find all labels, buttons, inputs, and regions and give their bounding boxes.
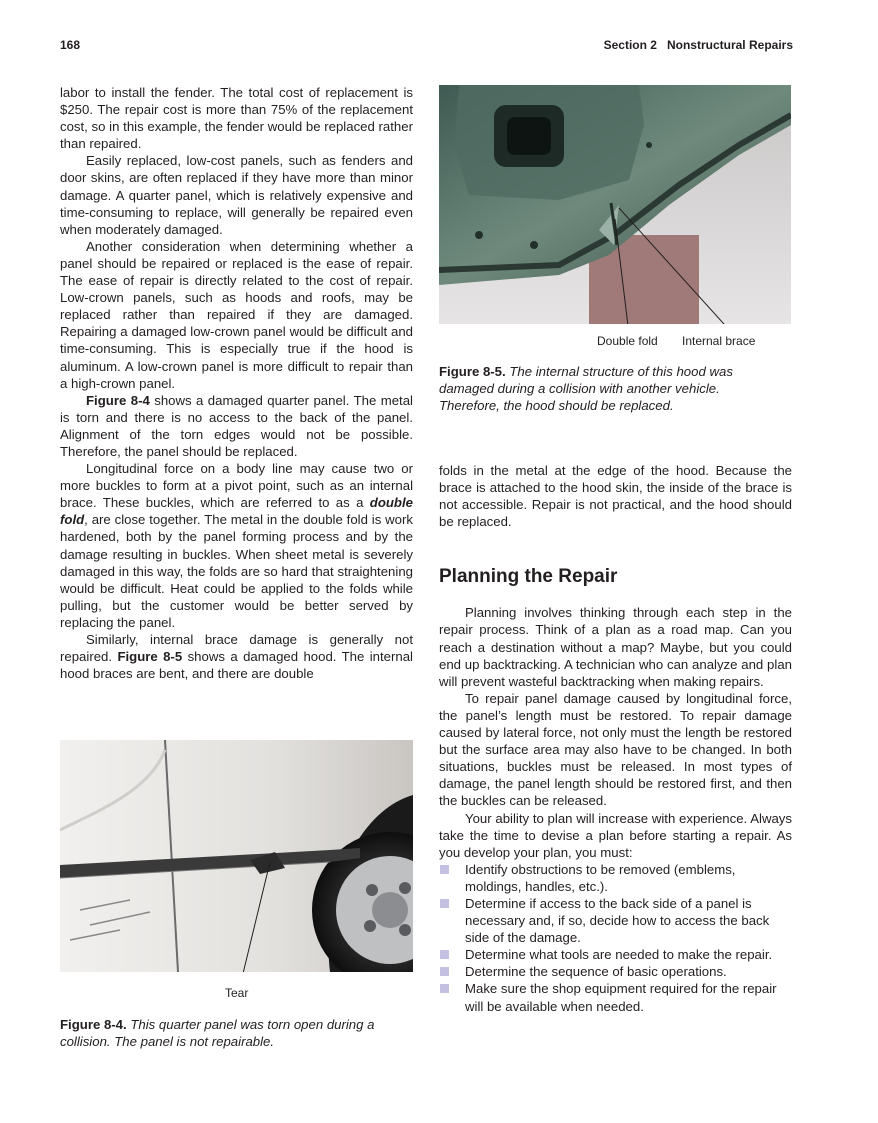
list-item-text: Determine if access to the back side of a panel is necessary and, if so, decide how to access the back side of the damage.: [465, 895, 770, 946]
list-item-text: Identify obstructions to be removed (emblems, moldings, handles, etc.).: [465, 861, 736, 894]
running-header: [60, 38, 793, 54]
figure-reference: Figure 8-4: [86, 392, 150, 408]
caption-text: This quarter panel was torn open during a collision. The panel is not repairable.: [60, 1017, 375, 1050]
paragraph: [60, 631, 413, 682]
figure-caption: [439, 363, 779, 414]
caption-text: The internal structure of this hood was damaged during a collision with another vehicle. Therefore, the hood should be replaced.: [439, 364, 733, 414]
callout-tear: Tear: [225, 986, 249, 1000]
list-item: [439, 895, 792, 946]
bullet-square-icon: [440, 950, 449, 959]
hood-illustration: [439, 85, 791, 324]
paragraph: folds in the metal at the edge of the hood. Because the brace is attached to the hood skin, the inside of the brace is not accessible. Repair is not practical, and the hood should be replaced.: [439, 463, 792, 530]
paragraph: [60, 392, 413, 460]
quarter-panel-illustration: [60, 740, 413, 972]
paragraph-text: shows a damaged hood. The internal hood braces are bent, and there are double: [60, 649, 413, 682]
paragraph: labor to install the fender. The total cost of replacement is $250. The repair cost is more than 75% of the replacement cost, so in this example, the fender would be replaced rather than repaired.: [60, 85, 413, 152]
list-item-text: Make sure the shop equipment required for the repair will be available when needed.: [465, 981, 777, 1014]
bullet-square-icon: [440, 865, 449, 874]
right-column: [439, 462, 792, 1015]
bullet-square-icon: [440, 967, 449, 976]
quarter-panel-photo: [60, 740, 413, 972]
figure-caption: [60, 1016, 413, 1050]
caption-label: Figure 8-4.: [60, 1017, 127, 1032]
bullet-square-icon: [440, 899, 449, 908]
paragraph-text: Similarly, internal brace damage is generally not repaired.: [60, 632, 413, 665]
section-number: Section 2: [603, 38, 657, 52]
callout-double-fold: Double fold: [597, 334, 658, 348]
paragraph-text: shows a damaged quarter panel. The metal is torn and there is no access to the back of the panel. Alignment of the torn edges would not be possible. Therefore, the panel should be replaced.: [60, 392, 413, 459]
paragraph: Easily replaced, low-cost panels, such as fenders and door skins, are often replaced if they have more than minor damage. A quarter panel, which is relatively expensive and time-consuming to replace, will generally be repaired even when moderately damaged.: [60, 153, 413, 237]
list-item-text: Determine what tools are needed to make the repair.: [465, 947, 773, 963]
list-item: [439, 861, 792, 895]
key-term: double fold: [60, 495, 413, 528]
list-item-text: Determine the sequence of basic operations.: [465, 964, 727, 980]
paragraph: Planning involves thinking through each step in the repair process. Think of a plan as a road map. Can you reach a destination without a map? Maybe, but you could end up backtracking. A technician who can analyze and plan will prevent wasteful backtracking when making repairs.: [439, 605, 792, 689]
bullet-square-icon: [440, 984, 449, 993]
section-heading: Planning the Repair: [439, 566, 618, 588]
caption-label: Figure 8-5.: [439, 364, 506, 379]
paragraph-text: , are close together. The metal in the double fold is work hardened, both by the panel forming process and by the damage resulting in buckles. When sheet metal is severely damaged in this way, the folds are so hard that straightening would be difficult. Heat could be applied to the folds while pulling, but the customer would be better served by replacing the panel.: [60, 512, 413, 630]
left-column: [60, 84, 413, 682]
list-item: [439, 980, 792, 1014]
list-item: [439, 963, 792, 980]
planning-checklist: [439, 861, 792, 1015]
paragraph: Another consideration when determining whether a panel should be repaired or replaced is the ease of repair. The ease of repair is directly related to the cost of repair. Low-crown panels, such as hoods and roofs, may be replaced rather than repaired if they are damaged. Repairing a damaged low-crown panel would be difficult and time-consuming. This is especially true if the hood is aluminum. A low-crown panel is more difficult to repair than a high-crown panel.: [60, 238, 413, 391]
paragraph-text: Longitudinal force on a body line may cause two or more buckles to form at a pivot point, such as an internal brace. These buckles, which are referred to as a: [60, 461, 413, 511]
paragraph: Your ability to plan will increase with experience. Always take the time to devise a plan before starting a repair. As you develop your plan, you must:: [439, 810, 792, 860]
paragraph: [60, 460, 413, 631]
hood-photo: [439, 85, 791, 324]
list-item: [439, 946, 792, 963]
figure-8-5: [439, 85, 792, 425]
figure-8-4: [60, 740, 413, 1060]
figure-reference: Figure 8-5: [117, 649, 183, 665]
callout-internal-brace: Internal brace: [682, 334, 756, 348]
page-number: 168: [60, 38, 81, 52]
section-label: [604, 38, 793, 52]
paragraph: To repair panel damage caused by longitudinal force, the panel’s length must be restored. To repair damage caused by lateral force, not only must the length be restored but the surface area may also have to be changed. In both situations, buckles must be released. In most types of damage, the panel length should be restored first, and then the buckles can be released.: [439, 690, 792, 809]
section-title: Nonstructural Repairs: [666, 38, 793, 52]
